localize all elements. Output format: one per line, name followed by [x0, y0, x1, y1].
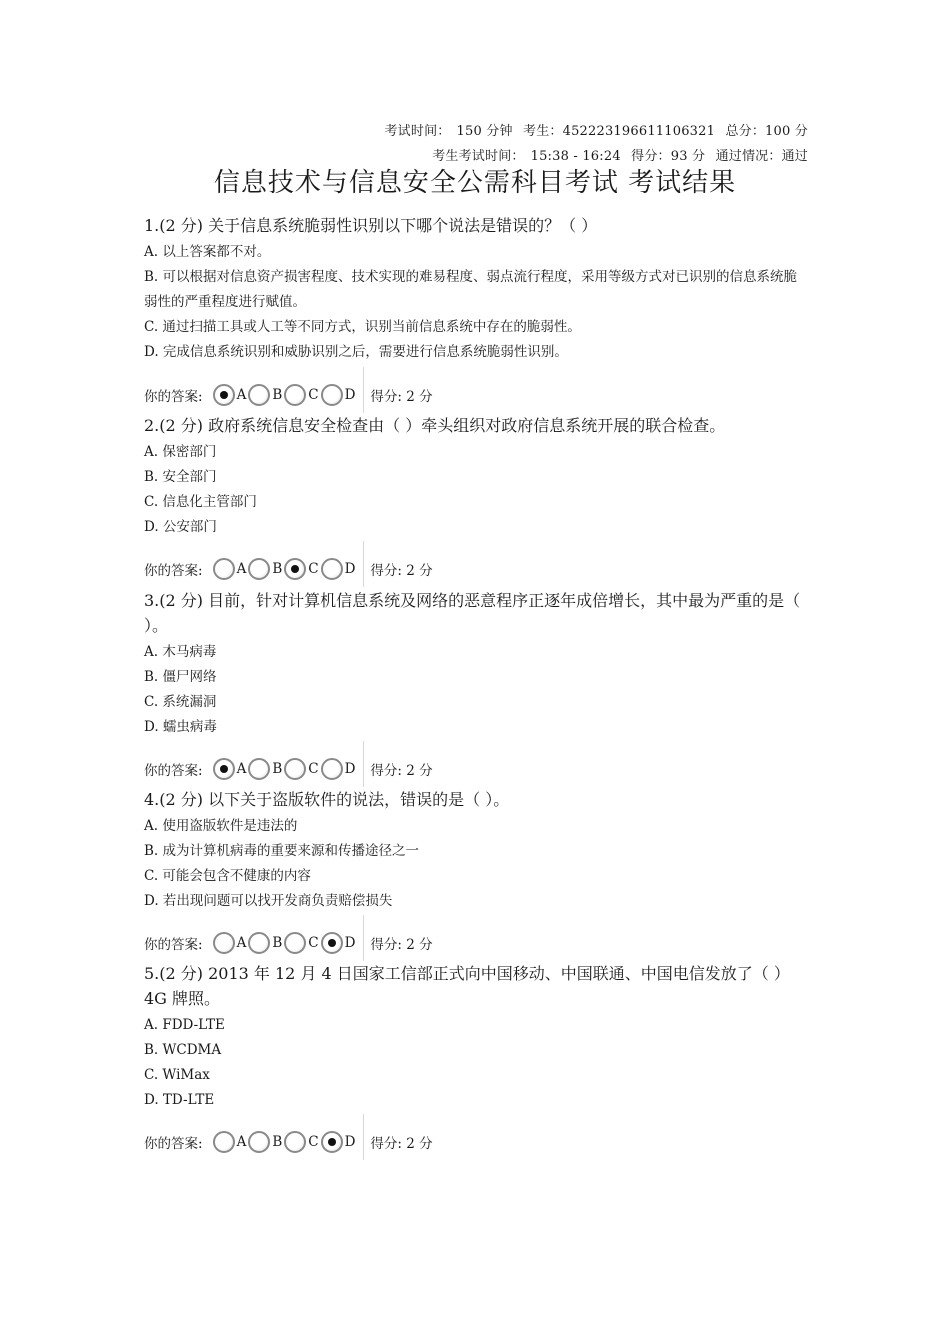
score-label: 得分： — [631, 149, 671, 164]
option-d: D. 若出现问题可以找开发商负责赔偿损失 — [144, 893, 393, 909]
radio-a[interactable] — [213, 932, 235, 954]
radio-letter: C — [308, 1134, 319, 1150]
option-b: B. 安全部门 — [144, 469, 217, 485]
option-c: C. 信息化主管部门 — [144, 494, 257, 510]
answer-radio-group — [213, 384, 358, 406]
radio-d-selected[interactable] — [321, 932, 343, 954]
question-1 — [144, 213, 810, 365]
radio-b[interactable] — [248, 758, 270, 780]
question-score: 得分: 2 分 — [370, 563, 433, 579]
examinee-id: 452223196611106321 — [562, 124, 716, 139]
question-2 — [144, 413, 810, 540]
divider — [363, 915, 364, 961]
radio-letter: D — [344, 561, 356, 577]
divider — [363, 367, 364, 413]
option-b: B. 可以根据对信息资产损害程度、技术实现的难易程度、弱点流行程度，采用等级方式对已识别的信息系统脆弱性的严重程度进行赋值。 — [144, 269, 798, 310]
question-stem: 3.(2 分) 目前，针对计算机信息系统及网络的恶意程序正逐年成倍增长，其中最为严重的是（ ）。 — [144, 591, 801, 635]
radio-c[interactable] — [284, 384, 306, 406]
exam-time-label: 考生考试时间： — [432, 149, 525, 164]
option-b: B. 成为计算机病毒的重要来源和传播途径之一 — [144, 843, 420, 859]
radio-b[interactable] — [248, 558, 270, 580]
radio-letter: C — [308, 561, 319, 577]
question-5 — [144, 961, 810, 1113]
radio-a[interactable] — [213, 558, 235, 580]
question-stem: 2.(2 分) 政府系统信息安全检查由（ ）牵头组织对政府信息系统开展的联合检查。 — [144, 416, 726, 435]
question-stem: 1.(2 分) 关于信息系统脆弱性识别以下哪个说法是错误的？（ ） — [144, 216, 598, 235]
radio-letter: D — [344, 1134, 356, 1150]
option-a: A. 保密部门 — [144, 444, 217, 460]
radio-letter: C — [308, 387, 319, 403]
exam-info-line-1 — [378, 120, 808, 139]
option-d: D. 公安部门 — [144, 519, 217, 535]
pass-label: 通过情况： — [715, 149, 782, 164]
radio-c[interactable] — [284, 758, 306, 780]
radio-letter: D — [344, 761, 356, 777]
radio-a-selected[interactable] — [213, 384, 235, 406]
total-value: 100 分 — [765, 124, 808, 139]
radio-letter: A — [236, 761, 247, 777]
answer-radio-group — [213, 1131, 358, 1153]
answer-row-3 — [144, 755, 433, 783]
divider — [363, 741, 364, 787]
radio-letter: A — [236, 1134, 247, 1150]
answer-label: 你的答案: — [144, 563, 203, 579]
radio-letter: C — [308, 935, 319, 951]
score-value: 93 分 — [670, 149, 706, 164]
option-a: A. 使用盗版软件是违法的 — [144, 818, 298, 834]
answer-label: 你的答案: — [144, 1136, 203, 1152]
option-d: D. 完成信息系统识别和威胁识别之后，需要进行信息系统脆弱性识别。 — [144, 344, 568, 360]
radio-d[interactable] — [321, 384, 343, 406]
answer-label: 你的答案: — [144, 389, 203, 405]
duration-value: 150 分钟 — [456, 124, 513, 139]
radio-d-selected[interactable] — [321, 1131, 343, 1153]
question-score: 得分: 2 分 — [370, 763, 433, 779]
option-c: C. WiMax — [144, 1067, 210, 1083]
question-4 — [144, 787, 810, 914]
answer-radio-group — [213, 932, 358, 954]
option-d: D. 蠕虫病毒 — [144, 719, 217, 735]
radio-d[interactable] — [321, 558, 343, 580]
page-title: 信息技术与信息安全公需科目考试 考试结果 — [213, 168, 737, 198]
answer-label: 你的答案: — [144, 763, 203, 779]
option-c: C. 系统漏洞 — [144, 694, 217, 710]
question-score: 得分: 2 分 — [370, 1136, 433, 1152]
duration-label: 考试时间： — [384, 124, 451, 139]
pass-value: 通过 — [781, 149, 808, 164]
radio-d[interactable] — [321, 758, 343, 780]
option-b: B. WCDMA — [144, 1042, 222, 1058]
radio-letter: D — [344, 935, 356, 951]
radio-letter: B — [272, 935, 283, 951]
answer-row-1 — [144, 381, 433, 409]
radio-b[interactable] — [248, 1131, 270, 1153]
radio-c[interactable] — [284, 932, 306, 954]
exam-time-value: 15:38 - 16:24 — [530, 149, 621, 164]
question-stem: 4.(2 分) 以下关于盗版软件的说法，错误的是（ ）。 — [144, 790, 510, 809]
option-c: C. 可能会包含不健康的内容 — [144, 868, 311, 884]
radio-letter: C — [308, 761, 319, 777]
radio-c-selected[interactable] — [284, 558, 306, 580]
answer-row-2 — [144, 555, 433, 583]
answer-label: 你的答案: — [144, 937, 203, 953]
radio-b[interactable] — [248, 384, 270, 406]
option-d: D. TD-LTE — [144, 1092, 215, 1108]
answer-radio-group — [213, 758, 358, 780]
question-stem: 5.(2 分) 2013 年 12 月 4 日国家工信部正式向中国移动、中国联通、中国电信发放了（ ）4G 牌照。 — [144, 964, 790, 1008]
radio-a-selected[interactable] — [213, 758, 235, 780]
answer-row-5 — [144, 1128, 433, 1156]
radio-b[interactable] — [248, 932, 270, 954]
radio-letter: B — [272, 1134, 283, 1150]
radio-letter: B — [272, 387, 283, 403]
question-score: 得分: 2 分 — [370, 389, 433, 405]
radio-letter: B — [272, 561, 283, 577]
option-a: A. 以上答案都不对。 — [144, 244, 271, 260]
question-3 — [144, 588, 810, 740]
examinee-label: 考生： — [523, 124, 563, 139]
radio-letter: A — [236, 561, 247, 577]
radio-letter: D — [344, 387, 356, 403]
divider — [363, 1114, 364, 1160]
option-a: A. 木马病毒 — [144, 644, 217, 660]
radio-letter: A — [236, 935, 247, 951]
radio-c[interactable] — [284, 1131, 306, 1153]
total-label: 总分： — [725, 124, 766, 139]
radio-letter: A — [236, 387, 247, 403]
option-c: C. 通过扫描工具或人工等不同方式，识别当前信息系统中存在的脆弱性。 — [144, 319, 581, 335]
option-b: B. 僵尸网络 — [144, 669, 217, 685]
question-score: 得分: 2 分 — [370, 937, 433, 953]
answer-radio-group — [213, 558, 358, 580]
radio-letter: B — [272, 761, 283, 777]
answer-row-4 — [144, 929, 433, 957]
radio-a[interactable] — [213, 1131, 235, 1153]
divider — [363, 541, 364, 587]
option-a: A. FDD-LTE — [144, 1017, 225, 1033]
